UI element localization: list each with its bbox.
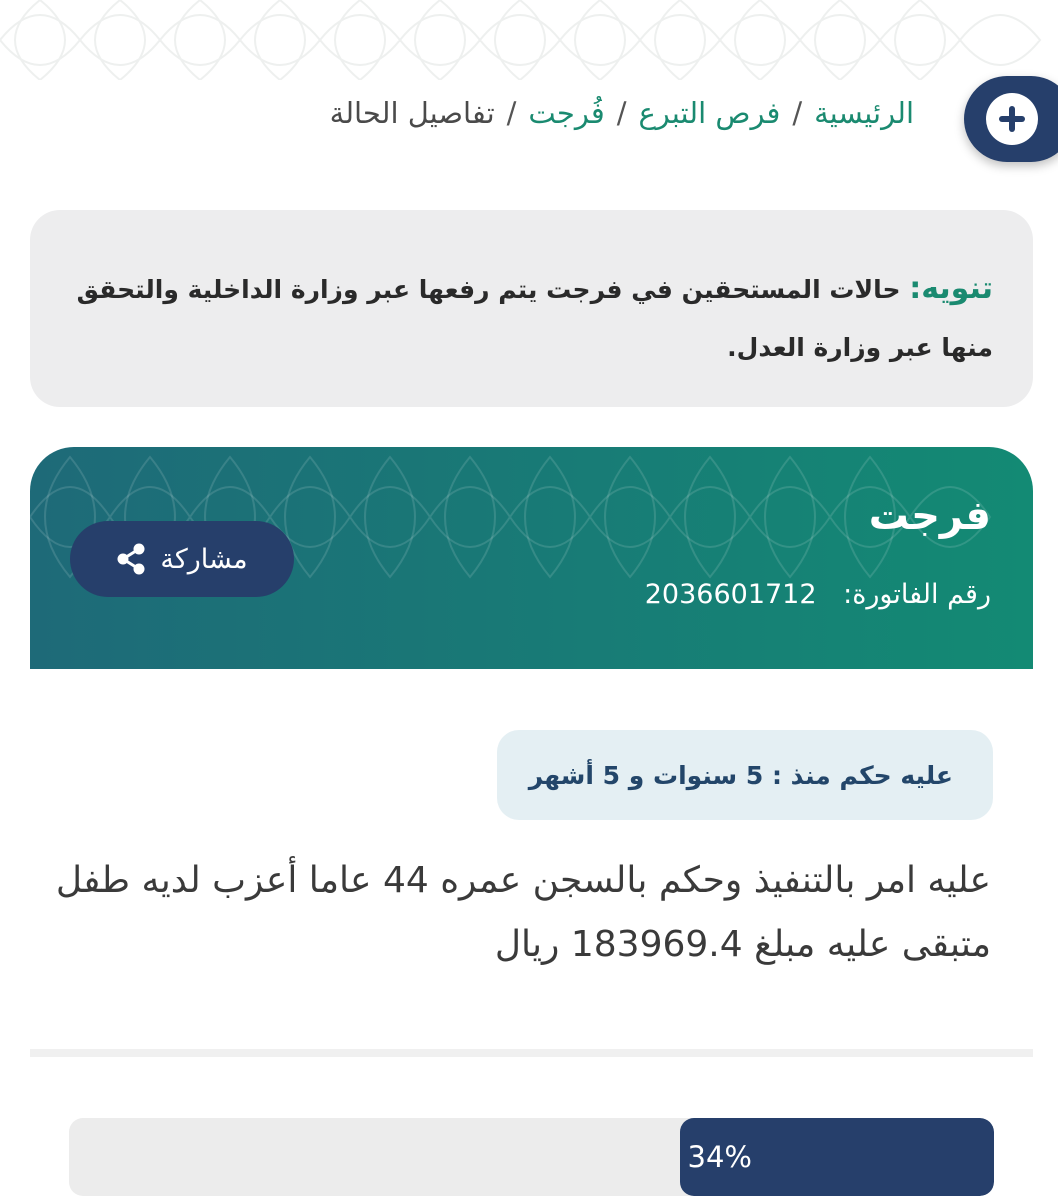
- case-title: فرجت: [868, 493, 991, 539]
- invoice-label: رقم الفاتورة:: [843, 579, 991, 610]
- breadcrumb: [330, 96, 914, 130]
- add-button-circle: [986, 93, 1038, 145]
- add-button[interactable]: [964, 76, 1058, 162]
- share-label: مشاركة: [160, 543, 248, 575]
- breadcrumb-current: تفاصيل الحالة: [329, 96, 495, 130]
- share-button[interactable]: [70, 521, 294, 597]
- sentence-duration-badge: عليه حكم منذ : 5 سنوات و 5 أشهر: [497, 730, 993, 820]
- decorative-pattern: [0, 0, 1058, 80]
- progress-fill: [680, 1118, 995, 1196]
- section-divider: [30, 1049, 1033, 1057]
- case-card-header: [30, 447, 1033, 669]
- invoice-info: [645, 579, 991, 610]
- notice-text: حالات المستحقين في فرجت يتم رفعها عبر وزارة الداخلية والتحقق منها عبر وزارة العدل.: [76, 275, 993, 362]
- notice-paragraph: [70, 260, 993, 377]
- breadcrumb-furijat[interactable]: فُرجت: [528, 96, 605, 130]
- share-icon: [116, 543, 146, 575]
- notice-box: [30, 210, 1033, 407]
- notice-title: تنويه:: [909, 271, 993, 306]
- plus-icon: [998, 105, 1026, 133]
- breadcrumb-donation-opportunities[interactable]: فرص التبرع: [638, 96, 781, 130]
- breadcrumb-separator: /: [792, 96, 803, 130]
- invoice-number: 2036601712: [644, 579, 817, 610]
- case-card-body: [30, 669, 1033, 1049]
- donation-progress-bar: [69, 1118, 994, 1196]
- breadcrumb-separator: /: [616, 96, 627, 130]
- case-description: عليه امر بالتنفيذ وحكم بالسجن عمره 44 عاما أعزب لديه طفل متبقى عليه مبلغ 183969.4 ريال: [55, 860, 991, 965]
- progress-label: 34%: [687, 1140, 752, 1174]
- breadcrumb-home[interactable]: الرئيسية: [814, 96, 914, 130]
- breadcrumb-separator: /: [506, 96, 517, 130]
